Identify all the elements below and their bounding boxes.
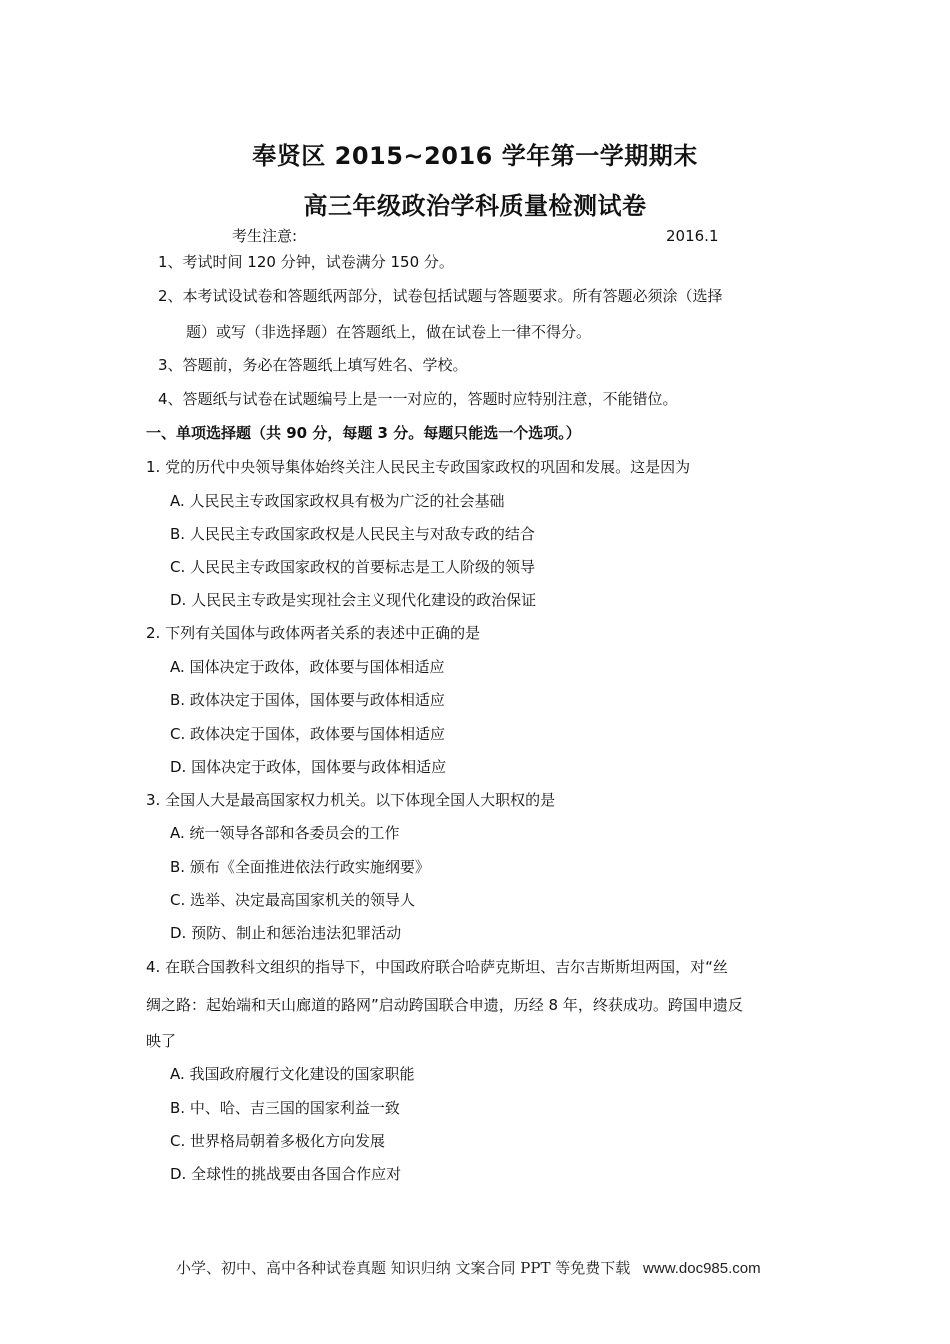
notice-label: 考生注意:: [232, 227, 298, 245]
notice-3: 3、答题前，务必在答题纸上填写姓名、学校。: [158, 356, 468, 374]
question-1-stem: 1. 党的历代中央领导集体始终关注人民民主专政国家政权的巩固和发展。这是因为: [146, 458, 691, 476]
question-1-option-a: A. 人民民主专政国家政权具有极为广泛的社会基础: [170, 492, 505, 510]
footer-url[interactable]: www.doc985.com: [643, 1260, 761, 1277]
question-4-option-b: B. 中、哈、吉三国的国家利益一致: [170, 1099, 400, 1117]
question-3-stem: 3. 全国人大是最高国家权力机关。以下体现全国人大职权的是: [146, 791, 556, 809]
question-1-option-b: B. 人民民主专政国家政权是人民民主与对敌专政的结合: [170, 525, 535, 543]
question-2-option-d: D. 国体决定于政体，国体要与政体相适应: [170, 758, 447, 776]
footer-text: 小学、初中、高中各种试卷真题 知识归纳 文案合同 PPT 等免费下载: [176, 1259, 631, 1277]
exam-title-line1: 奉贤区 2015~2016 学年第一学期期末: [252, 142, 698, 170]
notice-2: 2、本考试设试卷和答题纸两部分，试卷包括试题与答题要求。所有答题必须涂（选择: [158, 287, 723, 305]
exam-date: 2016.1: [666, 227, 719, 245]
question-1-option-d: D. 人民民主专政是实现社会主义现代化建设的政治保证: [170, 591, 537, 609]
question-4-option-c: C. 世界格局朝着多极化方向发展: [170, 1132, 386, 1150]
exam-title-line2: 高三年级政治学科质量检测试卷: [303, 192, 647, 220]
question-2-stem: 2. 下列有关国体与政体两者关系的表述中正确的是: [146, 624, 481, 642]
question-1-option-c: C. 人民民主专政国家政权的首要标志是工人阶级的领导: [170, 558, 536, 576]
question-4-option-d: D. 全球性的挑战要由各国合作应对: [170, 1165, 402, 1183]
question-4-option-a: A. 我国政府履行文化建设的国家职能: [170, 1065, 415, 1083]
notice-1: 1、考试时间 120 分钟，试卷满分 150 分。: [158, 253, 454, 271]
question-2-option-c: C. 政体决定于国体，政体要与国体相适应: [170, 725, 446, 743]
question-2-option-b: B. 政体决定于国体，国体要与政体相适应: [170, 691, 445, 709]
notice-2-continued: 题）或写（非选择题）在答题纸上，做在试卷上一律不得分。: [186, 323, 592, 341]
question-3-option-c: C. 选举、决定最高国家机关的领导人: [170, 891, 416, 909]
question-3-option-d: D. 预防、制止和惩治违法犯罪活动: [170, 924, 402, 942]
question-3-option-a: A. 统一领导各部和各委员会的工作: [170, 824, 400, 842]
notice-4: 4、答题纸与试卷在试题编号上是一一对应的，答题时应特别注意，不能错位。: [158, 390, 678, 408]
footer-promo: [176, 1257, 761, 1278]
section-heading: 一、单项选择题（共 90 分，每题 3 分。每题只能选一个选项。）: [146, 424, 581, 442]
question-4-stem-line3: 映了: [146, 1032, 177, 1050]
question-4-stem-line2: 绸之路：起始端和天山廊道的路网”启动跨国联合申遗，历经 8 年，终获成功。跨国申遗反: [146, 996, 743, 1014]
question-3-option-b: B. 颁布《全面推进依法行政实施纲要》: [170, 858, 430, 876]
question-4-stem-line1: 4. 在联合国教科文组织的指导下，中国政府联合哈萨克斯坦、吉尔吉斯斯坦两国，对“丝: [146, 958, 728, 976]
question-2-option-a: A. 国体决定于政体，政体要与国体相适应: [170, 658, 445, 676]
